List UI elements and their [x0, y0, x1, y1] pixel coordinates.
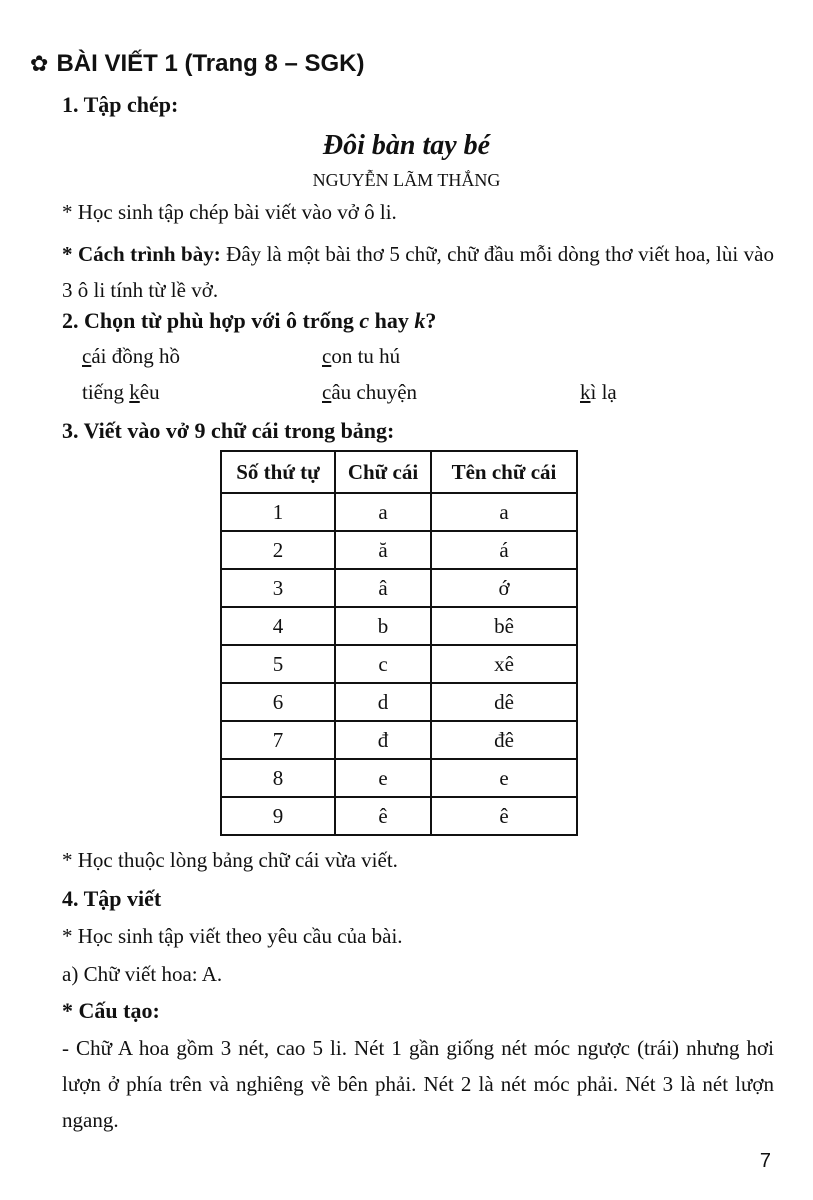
table-cell: a	[431, 493, 577, 531]
table-row	[221, 569, 577, 607]
table-row	[221, 683, 577, 721]
table-row	[221, 493, 577, 531]
table-row	[221, 531, 577, 569]
part4-instruction: * Học sinh tập viết theo yêu cầu của bài.	[62, 924, 403, 948]
table-cell: ă	[335, 531, 431, 569]
structure-label: * Cấu tạo:	[62, 998, 160, 1023]
table-cell: d	[335, 683, 431, 721]
format-label: * Cách trình bày:	[62, 242, 221, 266]
part2-heading: 2. Chọn từ phù hợp với ô trống c hay k?	[62, 308, 437, 333]
table-row	[221, 607, 577, 645]
table-cell: c	[335, 645, 431, 683]
table-cell: đê	[431, 721, 577, 759]
alphabet-table	[220, 450, 578, 836]
word-ki-la: kì lạ	[580, 380, 617, 404]
poem-author: NGUYỄN LÃM THẮNG	[312, 170, 501, 190]
table-cell: e	[431, 759, 577, 797]
table-cell: ê	[335, 797, 431, 835]
table-cell: 6	[221, 683, 335, 721]
table-cell: b	[335, 607, 431, 645]
structure-text: - Chữ A hoa gồm 3 nét, cao 5 li. Nét 1 gần giống nét móc ngược (trái) nhưng hơi lượn ở phía trên và nghiêng về bên phải. Nét 2 là nét móc phải. Nét 3 là nét lượn ngang.	[62, 1036, 774, 1132]
table-cell: a	[335, 493, 431, 531]
table-cell: e	[335, 759, 431, 797]
table-row	[221, 645, 577, 683]
part3-note: * Học thuộc lòng bảng chữ cái vừa viết.	[62, 848, 398, 872]
table-cell: 9	[221, 797, 335, 835]
format-paragraph	[62, 236, 774, 308]
table-cell: ớ	[431, 569, 577, 607]
flower-icon: ✿	[30, 51, 49, 76]
format-text: Đây là một bài thơ 5 chữ, chữ đầu mỗi dòng thơ viết hoa, lùi vào 3 ô li tính từ lề vở.	[62, 242, 774, 302]
word-cai-dong-ho: cái đồng hồ	[82, 344, 180, 368]
table-cell: 7	[221, 721, 335, 759]
table-cell: á	[431, 531, 577, 569]
table-row	[221, 759, 577, 797]
part1-heading: 1. Tập chép:	[62, 92, 179, 117]
table-cell: xê	[431, 645, 577, 683]
table-cell: dê	[431, 683, 577, 721]
table-cell: 2	[221, 531, 335, 569]
column-header: Chữ cái	[335, 451, 431, 493]
part1-instruction: * Học sinh tập chép bài viết vào vở ô li.	[62, 200, 397, 224]
column-header: Số thứ tự	[221, 451, 335, 493]
table-cell: 5	[221, 645, 335, 683]
part3-heading: 3. Viết vào vở 9 chữ cái trong bảng:	[62, 418, 395, 443]
column-header: Tên chữ cái	[431, 451, 577, 493]
table-cell: đ	[335, 721, 431, 759]
word-tieng-keu: tiếng kêu	[82, 380, 160, 404]
table-cell: bê	[431, 607, 577, 645]
part4-sub-a: a) Chữ viết hoa: A.	[62, 962, 223, 986]
word-con-tu-hu: con tu hú	[322, 344, 401, 368]
table-header-row	[221, 451, 577, 493]
table-cell: â	[335, 569, 431, 607]
section-title: ✿ BÀI VIẾT 1 (Trang 8 – SGK)	[30, 50, 365, 77]
table-cell: 1	[221, 493, 335, 531]
poem-title: Đôi bàn tay bé	[322, 130, 491, 161]
word-cau-chuyen: câu chuyện	[322, 380, 418, 404]
table-row	[221, 721, 577, 759]
table-cell: 3	[221, 569, 335, 607]
part4-heading: 4. Tập viết	[62, 886, 162, 911]
table-cell: 4	[221, 607, 335, 645]
table-cell: ê	[431, 797, 577, 835]
table-cell: 8	[221, 759, 335, 797]
page-number: 7	[759, 1150, 771, 1172]
table-row	[221, 797, 577, 835]
